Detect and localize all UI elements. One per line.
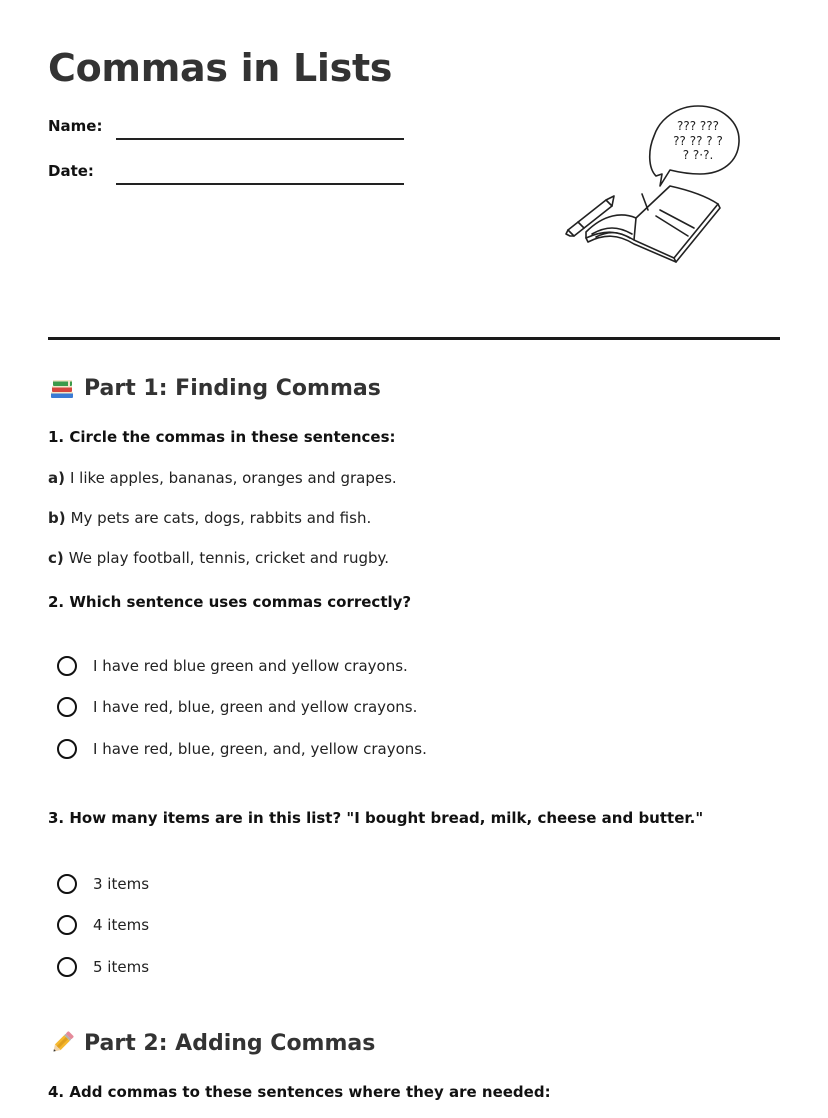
q3-option-1[interactable] — [57, 874, 149, 894]
part2-heading-text: Part 2: Adding Commas — [84, 1030, 376, 1056]
bubble-line-1: ??? ??? — [676, 119, 720, 133]
book-pencil-illustration — [556, 100, 752, 276]
part2-heading — [48, 1029, 375, 1057]
q2-option-2[interactable] — [57, 697, 417, 717]
radio-button[interactable] — [57, 915, 77, 935]
bubble-line-3: ? ?·?. — [682, 148, 714, 162]
pencil-icon — [48, 1029, 76, 1057]
sentence-text: My pets are cats, dogs, rabbits and fish. — [70, 509, 372, 527]
part1-heading-text: Part 1: Finding Commas — [84, 375, 381, 401]
option-label: 3 items — [93, 875, 150, 893]
name-label: Name: — [48, 117, 103, 135]
sentence-b — [48, 509, 371, 527]
sentence-text: We play football, tennis, cricket and rugby. — [68, 549, 390, 567]
date-label: Date: — [48, 162, 94, 180]
q3-option-2[interactable] — [57, 915, 149, 935]
q2-option-1[interactable] — [57, 656, 408, 676]
sentence-text: I like apples, bananas, oranges and grapes. — [69, 469, 397, 487]
option-label: I have red, blue, green, and, yellow crayons. — [93, 740, 427, 758]
sentence-a — [48, 469, 397, 487]
radio-button[interactable] — [57, 656, 77, 676]
q3-option-3[interactable] — [57, 957, 149, 977]
bubble-line-2: ?? ?? ? ? — [673, 134, 723, 148]
sentence-letter: b) — [48, 509, 66, 527]
books-icon — [48, 374, 76, 402]
part1-heading — [48, 374, 381, 402]
sentence-letter: c) — [48, 549, 64, 567]
option-label: I have red, blue, green and yellow crayons. — [93, 698, 418, 716]
option-label: 4 items — [93, 916, 150, 934]
radio-button[interactable] — [57, 739, 77, 759]
radio-button[interactable] — [57, 697, 77, 717]
question-2: 2. Which sentence uses commas correctly? — [48, 593, 412, 611]
name-field[interactable] — [116, 138, 404, 140]
radio-button[interactable] — [57, 957, 77, 977]
radio-button[interactable] — [57, 874, 77, 894]
date-field[interactable] — [116, 183, 404, 185]
page-title: Commas in Lists — [48, 46, 393, 90]
question-4: 4. Add commas to these sentences where they are needed: — [48, 1083, 551, 1101]
option-label: I have red blue green and yellow crayons. — [93, 657, 408, 675]
option-label: 5 items — [93, 958, 150, 976]
header-divider — [48, 337, 780, 340]
sentence-c — [48, 549, 389, 567]
q2-option-3[interactable] — [57, 739, 427, 759]
question-1: 1. Circle the commas in these sentences: — [48, 428, 396, 446]
sentence-letter: a) — [48, 469, 65, 487]
question-3: 3. How many items are in this list? "I bought bread, milk, cheese and butter." — [48, 809, 704, 827]
